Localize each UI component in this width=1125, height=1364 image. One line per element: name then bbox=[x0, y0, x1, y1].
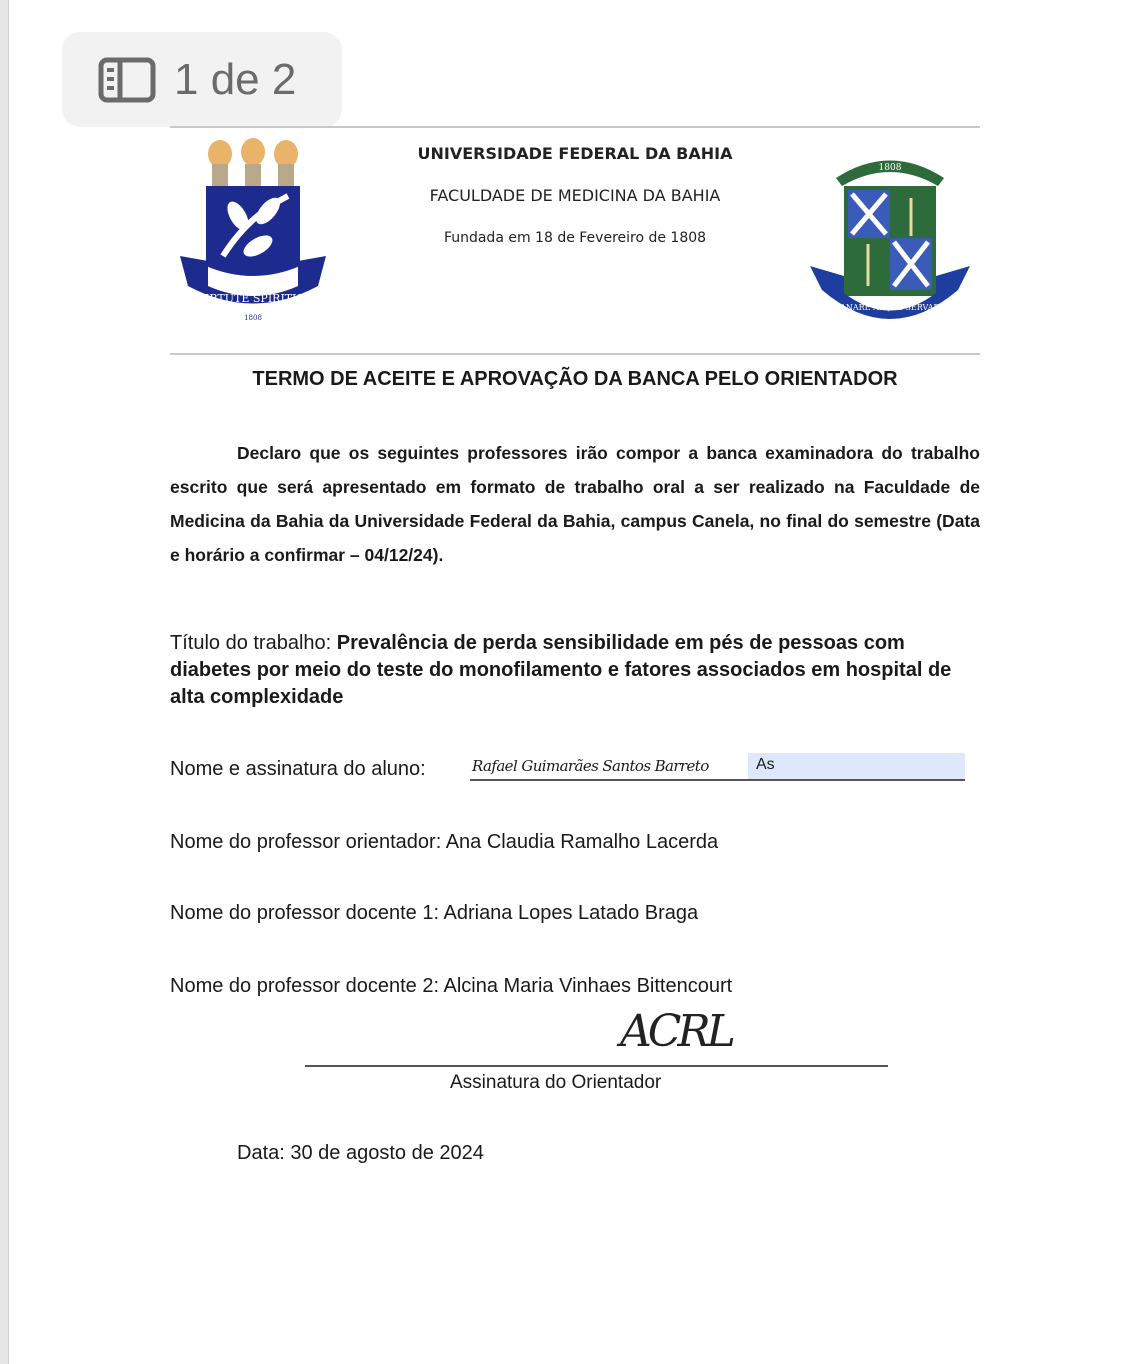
divider bbox=[170, 126, 980, 128]
sidebar-icon bbox=[98, 57, 156, 103]
member2-line: Nome do professor docente 2: Alcina Maria Vinhaes Bittencourt bbox=[170, 975, 733, 997]
member1-line: Nome do professor docente 1: Adriana Lopes Latado Braga bbox=[170, 902, 699, 924]
page-count: 1 de 2 bbox=[174, 54, 297, 104]
declaration-text: Declaro que os seguintes professores irão compor a banca examinadora do trabalho escrito que será apresentado em formato de trabalho oral a ser realizado na Faculdade de Medicina da Bahia da Universidade Federal da Bahia, campus Canela, no final do semestre (Data e horário a confirmar – 04/12/24). bbox=[170, 443, 980, 565]
svg-text:1808: 1808 bbox=[878, 163, 902, 173]
student-label: Nome e assinatura do aluno: bbox=[170, 758, 426, 780]
viewer-edge bbox=[0, 0, 9, 1364]
document-title: TERMO DE ACEITE E APROVAÇÃO DA BANCA PELO ORIENTADOR bbox=[252, 368, 898, 390]
work-title bbox=[170, 630, 970, 711]
svg-text:VIRTUTE SPIRITUS: VIRTUTE SPIRITUS bbox=[197, 292, 309, 305]
page-indicator[interactable] bbox=[62, 32, 342, 127]
fmb-logo bbox=[808, 148, 972, 328]
founded-date: Fundada em 18 de Fevereiro de 1808 bbox=[443, 230, 707, 246]
divider bbox=[170, 353, 980, 355]
work-title-label: Título do trabalho: bbox=[170, 632, 332, 654]
signature-caption: Assinatura do Orientador bbox=[450, 1072, 662, 1093]
document-date: Data: 30 de agosto de 2024 bbox=[237, 1142, 484, 1164]
university-name: UNIVERSIDADE FEDERAL DA BAHIA bbox=[417, 144, 733, 163]
advisor-signature: ACRL bbox=[620, 1006, 732, 1057]
ufba-logo bbox=[178, 136, 328, 342]
svg-text:1808: 1808 bbox=[244, 314, 262, 322]
faculty-name: FACULDADE DE MEDICINA DA BAHIA bbox=[429, 186, 721, 205]
student-signature-field[interactable]: As bbox=[748, 753, 965, 779]
signature-line bbox=[305, 1065, 888, 1067]
advisor-line: Nome do professor orientador: Ana Claudia Ramalho Lacerda bbox=[170, 831, 719, 853]
svg-text:SANARE ATQUE SERVARE: SANARE ATQUE SERVARE bbox=[834, 303, 946, 312]
student-field-underline bbox=[470, 779, 965, 781]
work-title-value: Prevalência de perda sensibilidade em pés de pessoas com diabetes por meio do teste do monofilamento e fatores associados em hospital de alta complexidade bbox=[170, 632, 952, 708]
student-signature: Rafael Guimarães Santos Barreto bbox=[472, 757, 709, 775]
